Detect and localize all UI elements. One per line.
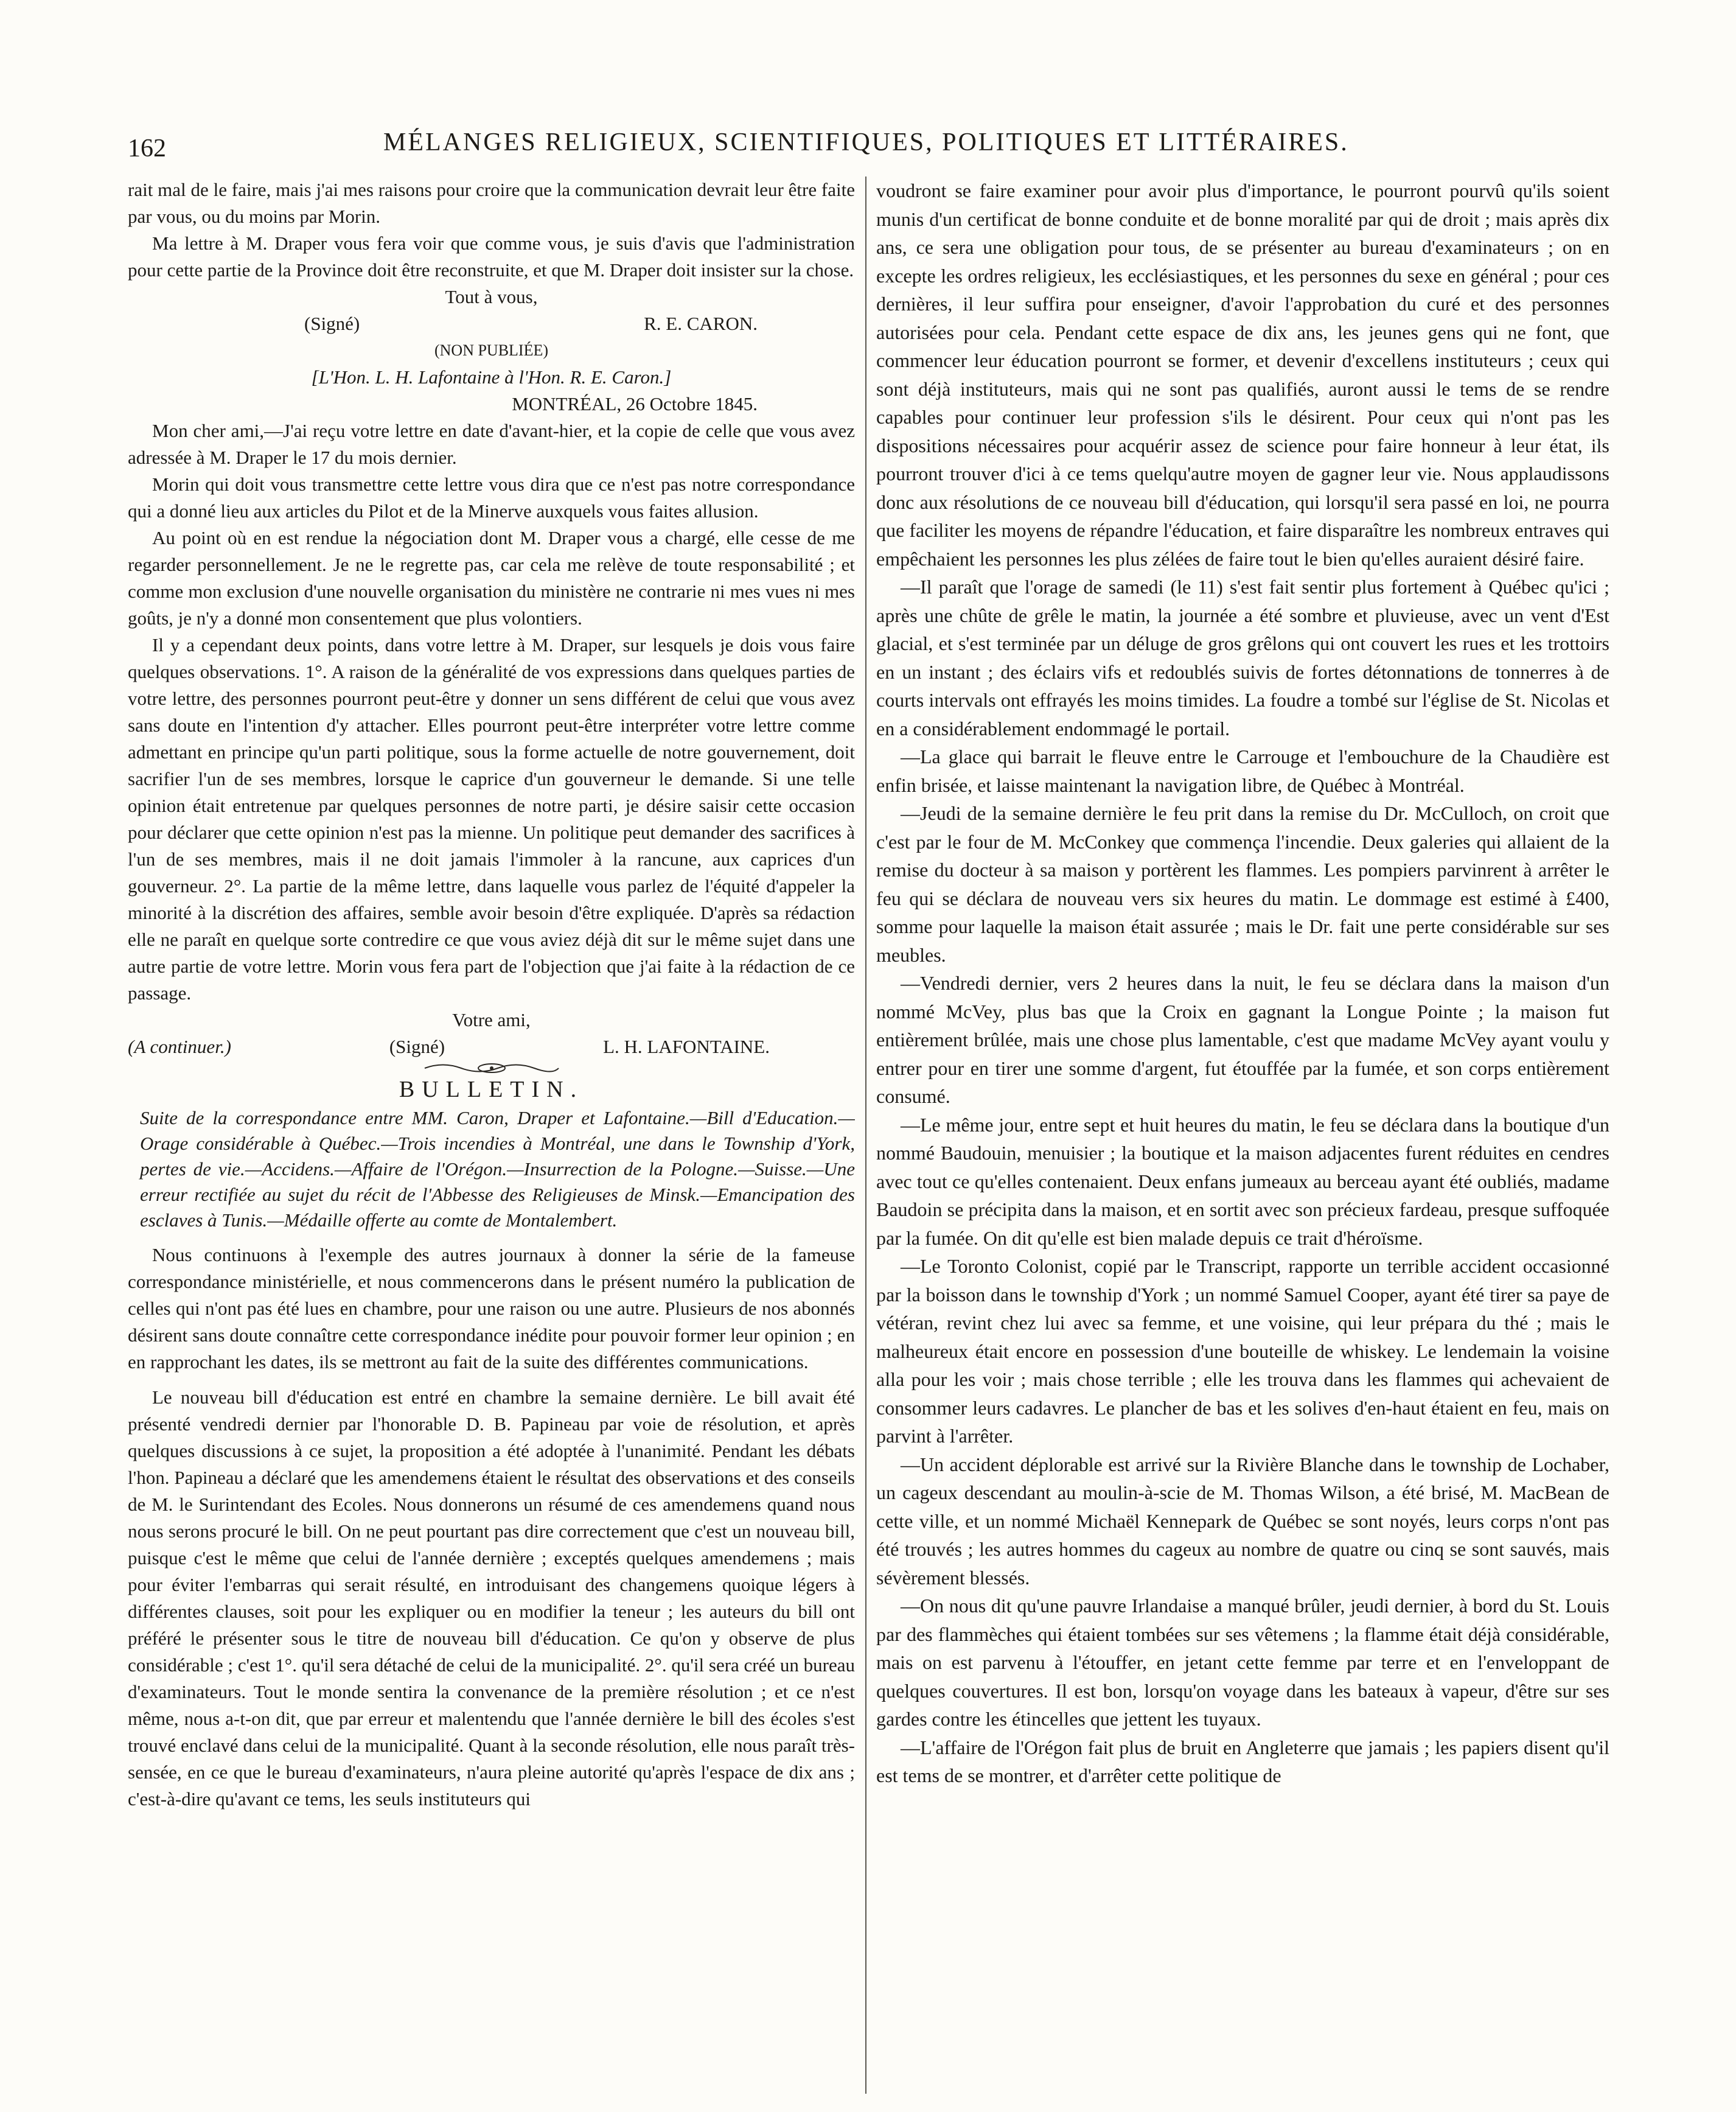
paragraph: Ma lettre à M. Draper vous fera voir que comme vous, je suis d'avis que l'administration pour cette partie de la Province doit être reconstruite, et que M. Draper doit insister sur la chose. — [128, 233, 855, 281]
paragraph: Morin qui doit vous transmettre cette lettre vous dira que ce n'est pas notre correspondance qui a donné lieu aux articles du Pilot et de la Minerve auxquels vous faites allusion. — [128, 474, 855, 522]
paragraph: —Jeudi de la semaine dernière le feu prit dans la remise du Dr. McCulloch, on croit que c'est par le four de M. McConkey que commença l'incendie. Deux galeries qui allaient de la remise du docteur à sa maison y portèrent les flammes. Les pompiers parvinrent à arrêter le feu qui se déclara de nouveau vers six heures du matin. Le dommage est estimé à £400, somme pour laquelle la maison était assurée ; mais le Dr. fait une perte considérable sur ses meubles. — [876, 802, 1609, 966]
ornament-divider — [128, 1061, 855, 1075]
paragraph: —Vendredi dernier, vers 2 heures dans la nuit, le feu se déclara dans la maison d'un nommé McVey, plus bas que la Croix en gagnant la Longue Pointe ; la maison fut entièrement brûlée, mais une chose plus lamentable, c'est que madame McVey ayant voulu y entrer pour en tirer une somme d'argent, fut étouffée par la fumée, et son corps entièrement consumé. — [876, 972, 1609, 1107]
letter-dateline: MONTRÉAL, 26 Octobre 1845. — [512, 393, 758, 414]
paragraph: —Le Toronto Colonist, copié par le Transcript, rapporte un terrible accident occasionné par la boisson dans le township d'York ; un nommé Samuel Cooper, ayant été tirer sa paye de vétéran, revint chez lui avec sa femme, et une voisine, qui leur prépara du thé ; mais le malheureux était encore en possession d'une bouteille de whiskey. Le lendemain la voisine alla pour les voir ; mais chose terrible ; elle les trouva dans les flammes qui achevaient de consommer leurs cadavres. Le plancher de bas et les solives d'en-haut étaient en feu, mais on parvint à l'arrêter. — [876, 1255, 1609, 1447]
paragraph: —Il paraît que l'orage de samedi (le 11) s'est fait sentir plus fortement à Québec qu'ici ; après une chûte de grêle le matin, la journée a été sombre et pluvieuse, avec un vent d'Est glacial, et s'est terminée par un déluge de gros grêlons qui ont couvert les rues et les trottoirs en un instant ; des éclairs vifs et redoublés suivis de fortes détonnations de tonnerres à de courts intervals ont effrayés les moins timides. La foudre a tombé sur l'église de St. Nicolas et en a considérablement endommagé le portail. — [876, 576, 1609, 740]
column-rule — [865, 177, 866, 2094]
paragraph: —Un accident déplorable est arrivé sur la Rivière Blanche dans le township de Lochaber, un cageux descendant au moulin-à-scie de M. Thomas Wilson, a été brisé, M. MacBean de cette ville, et un nommé Michaël Kennepark de Québec se sont noyés, leurs corps n'ont pas été trouvés ; les autres hommes du cageux au nombre de quatre ou cinq se sont sauvés, mais sévèrement blessés. — [876, 1453, 1609, 1589]
signer-name: L. H. LAFONTAINE. — [603, 1036, 770, 1057]
left-column — [128, 177, 855, 2088]
running-head: MÉLANGES RELIGIEUX, SCIENTIFIQUES, POLITIQUES ET LITTÉRAIRES. — [383, 128, 1349, 156]
unpublished-note: (NON PUBLIÉE) — [434, 341, 549, 359]
signature-line — [128, 310, 855, 337]
paragraph: voudront se faire examiner pour avoir plus d'importance, le pourront pourvû qu'ils soient munis d'un certificat de bonne conduite et de bonne moralité par qui de droit ; mais après dix ans, ce sera une obligation pour tous, de se présenter au bureau d'examinateurs ; on en excepte les ordres religieux, les ecclésiastiques, et les personnes du sexe en général ; pour ces dernières, il leur suffira pour enseigner, d'avoir l'approbation du curé et des personnes autorisées pour cela. Pendant cette espace de dix ans, les jeunes gens qui ne font, que commencer leur éducation pourront se former, et devenir d'excellens instituteurs ; ceux qui sont déjà instituteurs, mais qui ne sont pas qualifiés, auront aussi le tems de se rendre capables pour continuer leur profession s'ils le désirent. Pour ceux qui n'ont pas les dispositions nécessaires pour acquérir assez de science pour faire honneur à leur état, ils pourront trouver d'ici à ce tems quelqu'autre moyen de gagner leur vie. Nous applaudissons donc aux résolutions de ce nouveau bill d'éducation, qui lorsqu'il sera passé en loi, ne pourra que faciliter les moyens de répandre l'éducation, et faire disparaître les nombreux entraves qui empêchaient les personnes les plus zélées de faire tout le bien qu'elles auraient désiré faire. — [876, 180, 1609, 570]
paragraph: Au point où en est rendue la négociation dont M. Draper vous a chargé, elle cesse de me regarder personnellement. Je ne le regrette pas, car cela me relève de toute responsabilité ; et comme mon exclusion d'une nouvelle organisation du ministère ne contrarie ni mes vues ni mes goûts, je n'y a donné mon consentement que plus volontiers. — [128, 527, 855, 629]
letter-closing: Tout à vous, — [445, 286, 538, 307]
signer-name: R. E. CARON. — [644, 313, 758, 334]
letter-heading: [L'Hon. L. H. Lafontaine à l'Hon. R. E. Caron.] — [311, 366, 672, 388]
signe-label: (Signé) — [389, 1036, 445, 1057]
letter-closing: Votre ami, — [452, 1009, 531, 1030]
page-header — [128, 128, 1612, 170]
paragraph: Mon cher ami,—J'ai reçu votre lettre en date d'avant-hier, et la copie de celle que vous avez adressée à M. Draper le 17 du mois dernier. — [128, 420, 855, 468]
page-number: 162 — [128, 135, 166, 163]
paragraph: Le nouveau bill d'éducation est entré en chambre la semaine dernière. Le bill avait été présenté vendredi dernier par l'honorable D. B. Papineau par voie de résolution, et après quelques discussions à ce sujet, la proposition a été adoptée à l'unanimité. Pendant les débats l'hon. Papineau a déclaré que les amendemens étaient le résultat des observations et des conseils de M. le Surintendant des Ecoles. Nous donnerons un résumé de ces amendemens quand nous nous serons procuré le bill. On ne peut pourtant pas dire correctement que c'est un nouveau bill, puisque c'est le même que celui de l'année dernière ; exceptés quelques amendemens ; mais pour éviter l'embarras qui serait résulté, en introduisant des changemens quoique légers à différentes clauses, soit pour les expliquer ou en modifier la teneur ; les auteurs du bill ont préféré le présenter sous le titre de nouveau bill d'éducation. Ce qu'on y observe de plus considérable ; c'est 1°. qu'il sera détaché de celui de la municipalité. 2°. qu'il sera créé un bureau d'examinateurs. Tout le monde sentira la convenance de la première résolution ; et ce n'est même, nous a-t-on dit, que par erreur et malentendu que l'année dernière le bill des écoles s'est trouvé enclavé dans celui de la municipalité. Quant à la seconde résolution, elle nous paraît très-sensée, en ce que le bureau d'examinateurs, n'aura pleine autorité qu'après l'espace de dix ans ; c'est-à-dire qu'avant ce tems, les seuls instituteurs qui — [128, 1386, 855, 1810]
continued-note: (A continuer.) — [128, 1036, 231, 1057]
paragraph: —Le même jour, entre sept et huit heures du matin, le feu se déclara dans la boutique d'un nommé Baudouin, menuisier ; la boutique et la maison adjacentes furent réduites en cendres avec tout ce qu'elles contenaient. Deux enfans jumeaux au berceau ayant été oubliés, madame Baudoin se précipita dans la maison, et en sortit avec son précieux fardeau, presque suffoquée par la fumée. On dit qu'elle est bien malade depuis ce trait d'héroïsme. — [876, 1113, 1609, 1249]
paragraph: Il y a cependant deux points, dans votre lettre à M. Draper, sur lesquels je dois vous faire quelques observations. 1°. A raison de la généralité de vos expressions dans quelques parties de votre lettre, des personnes pourront peut-être y donner un sens différent de celui que vous avez sans doute en l'intention d'y attacher. Elles pourront peut-être interpréter votre lettre comme admettant en principe qu'un parti politique, sous la forme actuelle de notre gouvernement, doit sacrifier l'un de ses membres, lorsque le caprice d'un gouverneur le demande. Si une telle opinion était entretenue par quelques personnes de notre parti, je désire saisir cette occasion pour déclarer que cette opinion n'est pas la mienne. Un politique peut demander des sacrifices à l'un de ses membres, mais il ne doit jamais l'immoler à la rancune, aux caprices d'un gouverneur. 2°. La partie de la même lettre, dans laquelle vous parlez de l'équité d'appeler la minorité à la discrétion des affaires, semble avoir besoin d'être expliquée. D'après sa rédaction elle ne paraît en quelque sorte contredire ce que vous aviez déjà dit sur le même sujet dans une autre partie de votre lettre. Morin vous fera part de l'objection que j'ai faite à la rédaction de ce passage. — [128, 634, 855, 1004]
paragraph: —On nous dit qu'une pauvre Irlandaise a manqué brûler, jeudi dernier, à bord du St. Louis par des flammèches qui étaient tombées sur ses vêtemens ; la flamme était déjà considérable, mais on est parvenu à l'étouffer, en jetant cette femme par terre et en l'enveloppant de quelques couvertures. Il est bon, lorsqu'on voyage dans les bateaux à vapeur, d'être sur ses gardes contre les étincelles que jettent les tuyaux. — [876, 1595, 1609, 1730]
section-heading: BULLETIN. — [399, 1077, 584, 1102]
section-summary: Suite de la correspondance entre MM. Caron, Draper et Lafontaine.—Bill d'Education.—Orage considérable à Québec.—Trois incendies à Montréal, une dans le Township d'York, pertes de vie.—Accidens.—Affaire de l'Orégon.—Insurrection de la Pologne.—Suisse.—Une erreur rectifiée au sujet du récit de l'Abbesse des Religieuses de Minsk.—Emancipation des esclaves à Tunis.—Médaille offerte au comte de Montalembert. — [140, 1107, 855, 1231]
ornament-icon — [419, 1061, 565, 1075]
signe-label: (Signé) — [304, 313, 360, 334]
paragraph: —L'affaire de l'Orégon fait plus de bruit en Angleterre que jamais ; les papiers disent qu'il est tems de se montrer, et d'arrêter cette politique de — [876, 1736, 1609, 1786]
paragraph: rait mal de le faire, mais j'ai mes raisons pour croire que la communication devrait leur être faite par vous, ou du moins par Morin. — [128, 179, 855, 227]
paragraph: Nous continuons à l'exemple des autres journaux à donner la série de la fameuse correspondance ministérielle, et nous commencerons dans le présent numéro la publication de celles qui n'ont pas été lues en chambre, pour une raison ou une autre. Plusieurs de nos abonnés désirent sans doute connaître cette correspondance inédite pour pouvoir former leur opinion ; en en rapprochant les dates, ils se mettront au fait de la suite des différentes communications. — [128, 1244, 855, 1372]
signature-line — [128, 1033, 855, 1060]
right-column — [876, 177, 1609, 2088]
paragraph: —La glace qui barrait le fleuve entre le Carrouge et l'embouchure de la Chaudière est enfin brisée, et laisse maintenant la navigation libre, de Québec à Montréal. — [876, 746, 1609, 796]
